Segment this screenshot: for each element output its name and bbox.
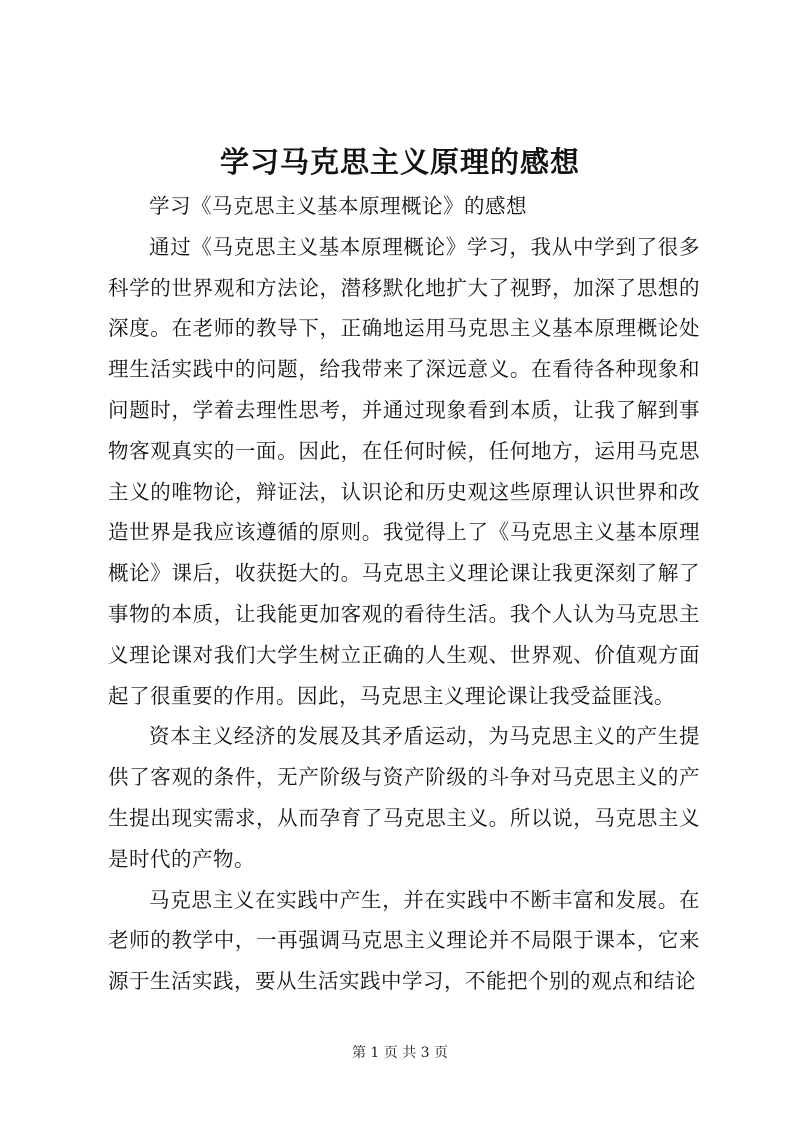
page-number-footer: 第 1 页 共 3 页 [351, 1045, 449, 1061]
document-body [108, 186, 700, 1002]
document-title: 学习马克思主义原理的感想 [219, 145, 580, 179]
body-paragraph: 马克思主义在实践中产生，并在实践中不断丰富和发展。在老师的教学中，一再强调马克思主义理论并不局限于课本，它来源于生活实践，要从生活实践中学习，不能把个别的观点和结论 [108, 887, 700, 994]
subtitle-paragraph: 学习《马克思主义基本原理概论》的感想 [149, 194, 527, 218]
body-paragraph: 资本主义经济的发展及其矛盾运动，为马克思主义的产生提供了客观的条件，无产阶级与资产阶级的斗争对马克思主义的产生提出现实需求，从而孕育了马克思主义。所以说，马克思主义是时代的产物。 [108, 724, 700, 871]
body-paragraph: 通过《马克思主义基本原理概论》学习，我从中学到了很多科学的世界观和方法论，潜移默化地扩大了视野，加深了思想的深度。在老师的教导下，正确地运用马克思主义基本原理概论处理生活实践中的问题，给我带来了深远意义。在看待各种现象和问题时，学着去理性思考，并通过现象看到本质，让我了解到事物客观真实的一面。因此，在任何时候，任何地方，运用马克思主义的唯物论，辩证法，认识论和历史观这些原理认识世界和改造世界是我应该遵循的原则。我觉得上了《马克思主义基本原理概论》课后，收获挺大的。马克思主义理论课让我更深刻了解了事物的本质，让我能更加客观的看待生活。我个人认为马克思主义理论课对我们大学生树立正确的人生观、世界观、价值观方面起了很重要的作用。因此，马克思主义理论课让我受益匪浅。 [108, 234, 700, 708]
